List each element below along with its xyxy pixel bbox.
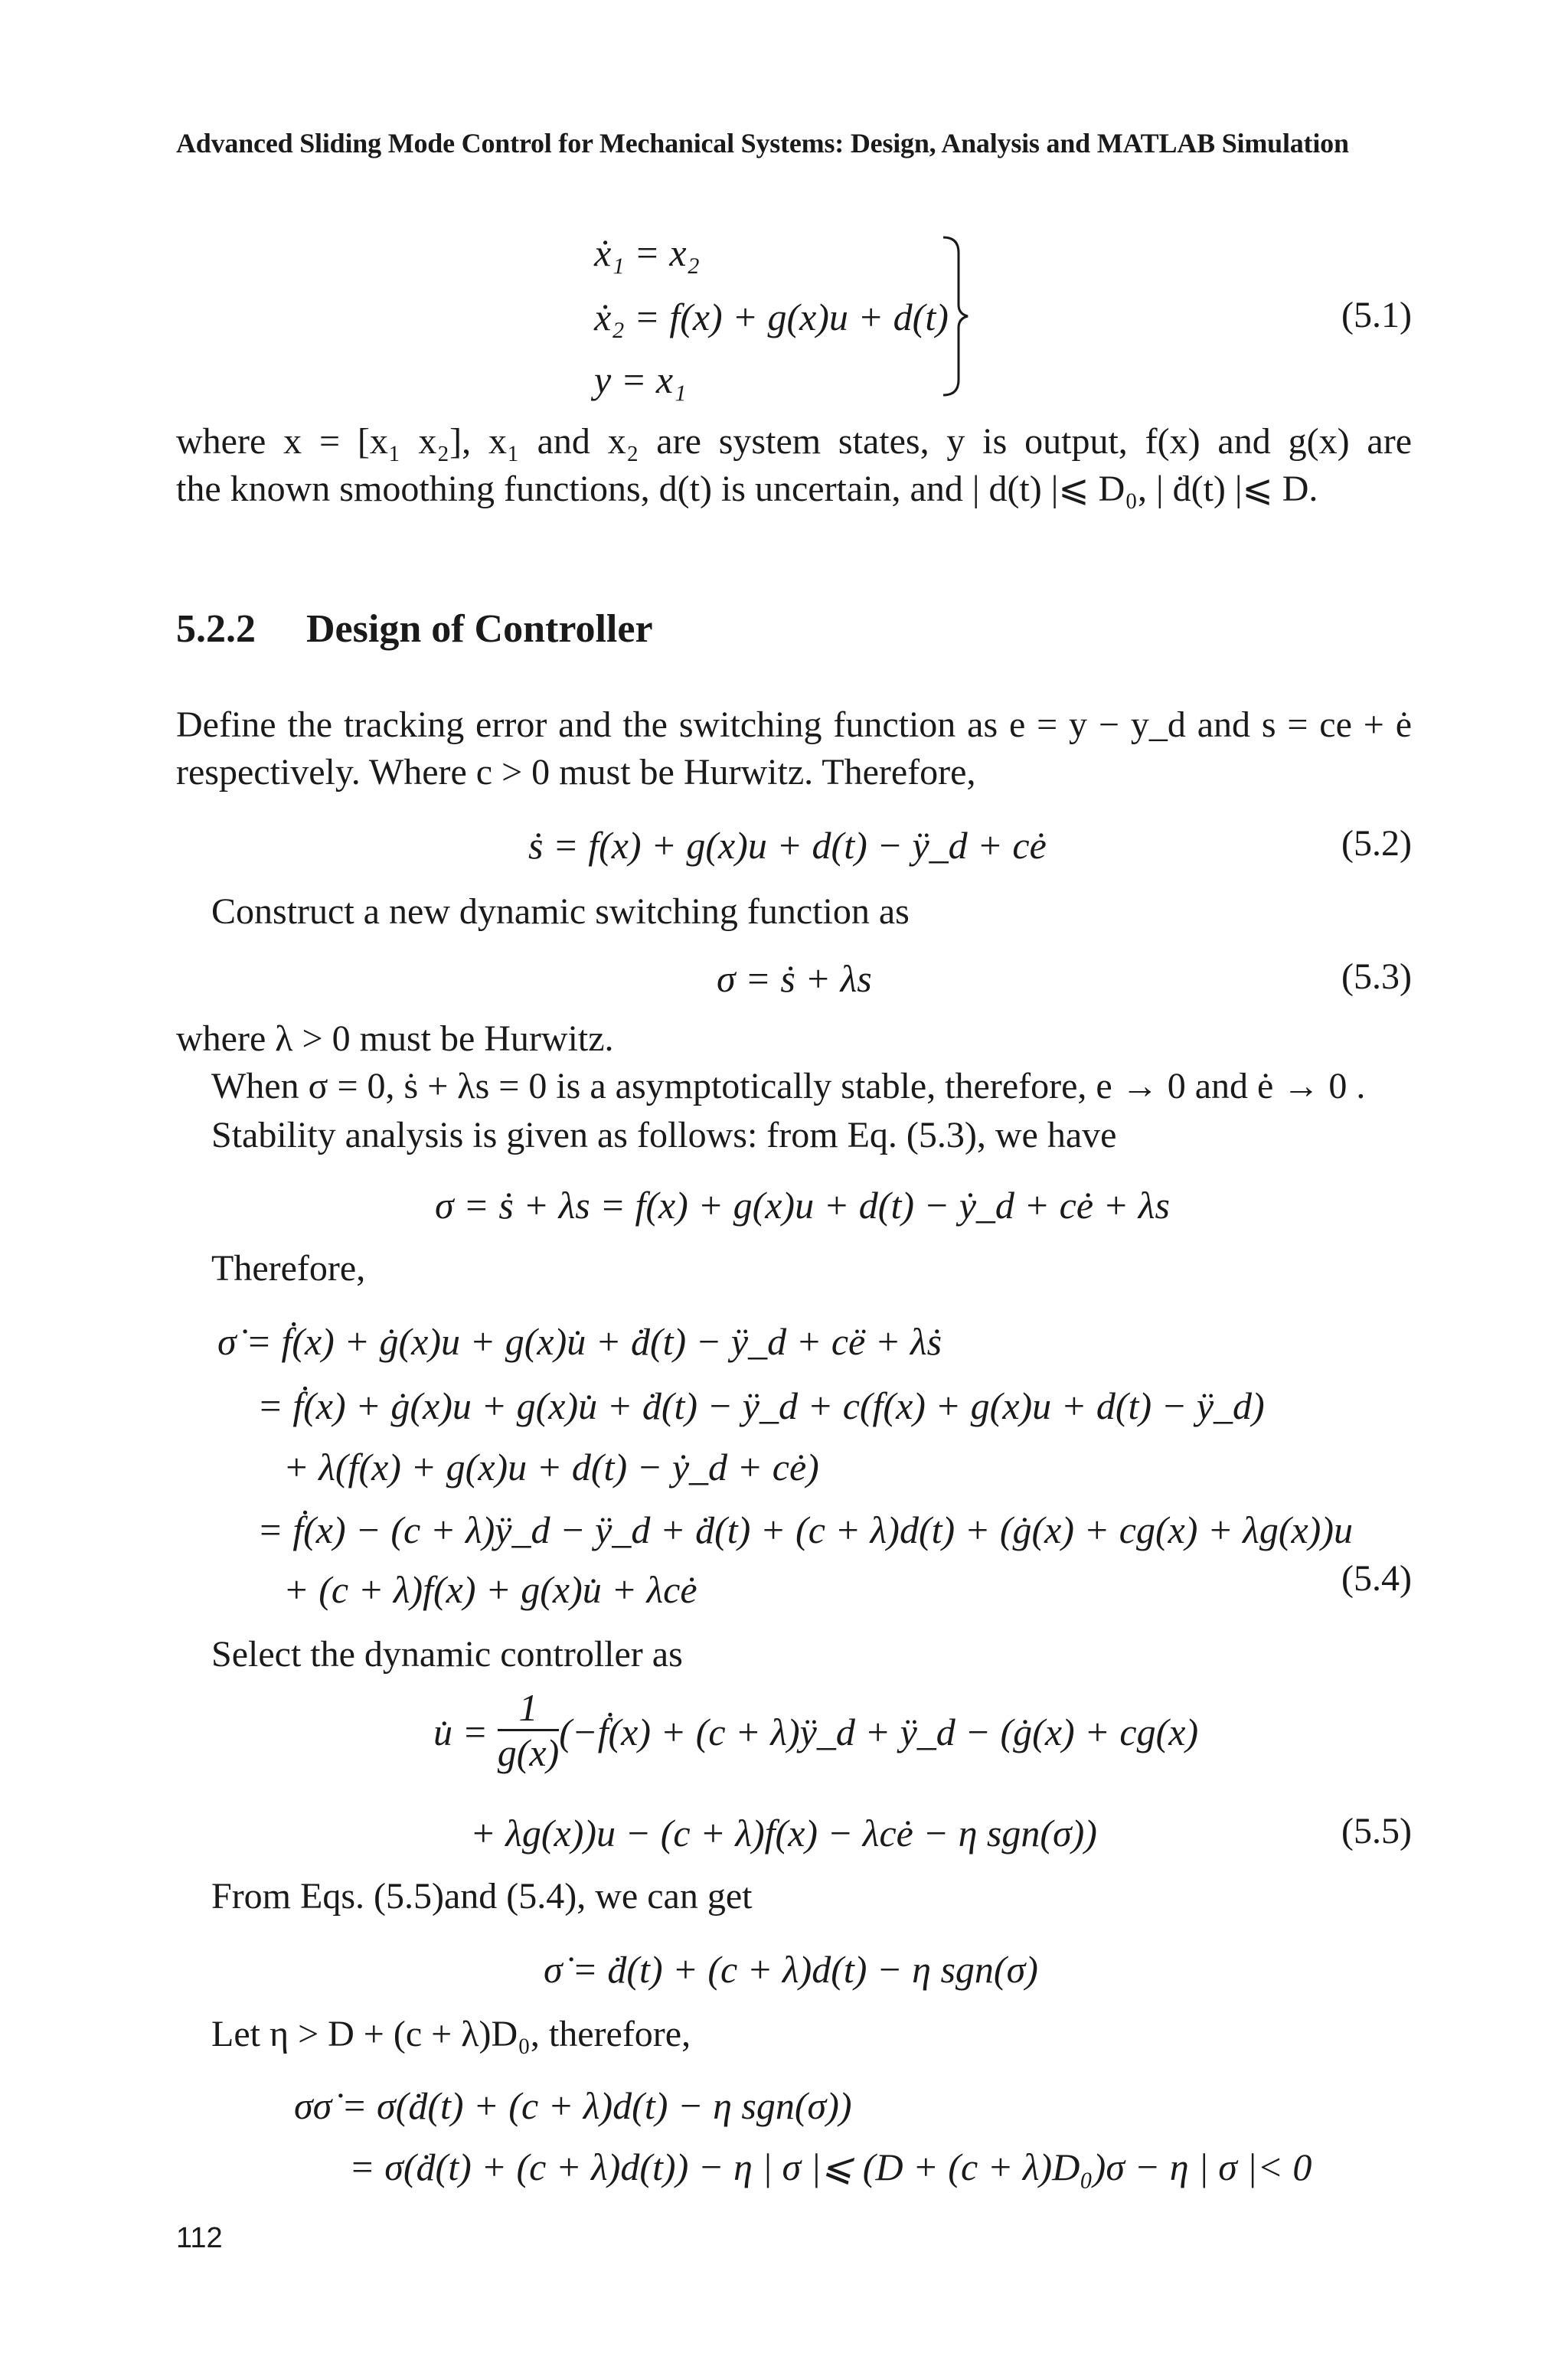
eq-final-line-2: = σ(ḋ(t) + (c + λ)d(t)) − η | σ |⩽ (D + (c + λ)D₀)σ − η | σ |< 0 (349, 2145, 1312, 2188)
para-1-line-1: where x = [x₁ x₂], x₁ and x₂ are system states, y is output, f(x) and g(x) are (176, 421, 1412, 462)
eq-5-5-line-2: + λg(x))u − (c + λ)f(x) − λcė − η sgn(σ)) (470, 1812, 1097, 1855)
eq-5-5-fraction (498, 1686, 560, 1774)
right-brace-icon (940, 234, 978, 398)
section-heading (176, 606, 653, 652)
eq-number-5-2: (5.2) (1341, 823, 1412, 864)
where-lambda-line: where λ > 0 must be Hurwitz. (176, 1018, 614, 1059)
fraction-numerator: 1 (498, 1686, 560, 1731)
eq-sigma: σ = ṡ + λs = f(x) + g(x)u + d(t) − ẏ_d + cė + λs (435, 1184, 1170, 1227)
running-head: Advanced Sliding Mode Control for Mechanical Systems: Design, Analysis and MATLAB Simulation (176, 128, 1349, 158)
eq-number-5-3: (5.3) (1341, 956, 1412, 997)
eq-5-4-line-3: + λ(f(x) + g(x)u + d(t) − ẏ_d + cė) (283, 1446, 819, 1489)
eq-number-5-1: (5.1) (1341, 295, 1412, 335)
eq-5-5-lhs: u̇ = (433, 1710, 488, 1753)
eq-5-5-rest: (−ḟ(x) + (c + λ)ÿ_d + ÿ_d − (ġ(x) + cg(x) (559, 1710, 1199, 1753)
let-eta-line: Let η > D + (c + λ)D₀, therefore, (211, 2014, 691, 2054)
therefore-line: Therefore, (211, 1248, 366, 1289)
select-controller-line: Select the dynamic controller as (211, 1634, 683, 1675)
page-number: 112 (176, 2222, 223, 2254)
eq-number-5-5: (5.5) (1341, 1811, 1412, 1851)
section-title: Design of Controller (306, 607, 653, 651)
from-eqs-line: From Eqs. (5.5)and (5.4), we can get (211, 1876, 753, 1917)
eq-final-line-1: σσ̇ = σ(ḋ(t) + (c + λ)d(t) − η sgn(σ)) (294, 2084, 852, 2127)
eq-5-1-line-2: ẋ₂ = f(x) + g(x)u + d(t) (594, 296, 949, 338)
para-2-line-2: respectively. Where c > 0 must be Hurwitz. Therefore, (176, 752, 976, 792)
stability-line: Stability analysis is given as follows: from Eq. (5.3), we have (211, 1115, 1117, 1155)
eq-5-2: ṡ = f(x) + g(x)u + d(t) − ÿ_d + cė (528, 824, 1047, 867)
eq-5-3: σ = ṡ + λs (717, 957, 872, 1000)
eq-number-5-4: (5.4) (1341, 1558, 1412, 1599)
when-sigma-line: When σ = 0, ṡ + λs = 0 is a asymptotically stable, therefore, e → 0 and ė → 0 . (211, 1066, 1366, 1106)
eq-5-1-line-1: ẋ₁ = x₂ (594, 231, 700, 274)
fraction-denominator: g(x) (497, 1731, 560, 1774)
para-2-line-1: Define the tracking error and the switching function as e = y − y_d and s = ce + ė (176, 704, 1412, 745)
eq-5-1-line-3: y = x₁ (594, 358, 687, 401)
eq-5-4-line-4: = ḟ(x) − (c + λ)ÿ_d − ÿ_d + ḋ(t) + (c + λ)d(t) + (ġ(x) + cg(x) + λg(x))u (257, 1508, 1353, 1551)
eq-sigma-dot: σ̇ = ḋ(t) + (c + λ)d(t) − η sgn(σ) (544, 1948, 1038, 1991)
eq-5-5-line-1 (433, 1686, 1199, 1780)
eq-5-4-line-2: = ḟ(x) + ġ(x)u + g(x)u̇ + ḋ(t) − ÿ_d + c(f(x) + g(x)u + d(t) − ÿ_d) (257, 1384, 1265, 1427)
eq-5-4-line-5: + (c + λ)f(x) + g(x)u̇ + λcė (283, 1568, 697, 1611)
construct-line: Construct a new dynamic switching function as (211, 891, 910, 932)
section-number: 5.2.2 (176, 607, 256, 651)
para-1-line-2: the known smoothing functions, d(t) is uncertain, and | d(t) |⩽ D₀, | ḋ(t) |⩽ D. (176, 469, 1318, 509)
eq-5-4-line-1: σ̇ = ḟ(x) + ġ(x)u + g(x)u̇ + ḋ(t) − ÿ_d + cë + λṡ (217, 1320, 942, 1363)
